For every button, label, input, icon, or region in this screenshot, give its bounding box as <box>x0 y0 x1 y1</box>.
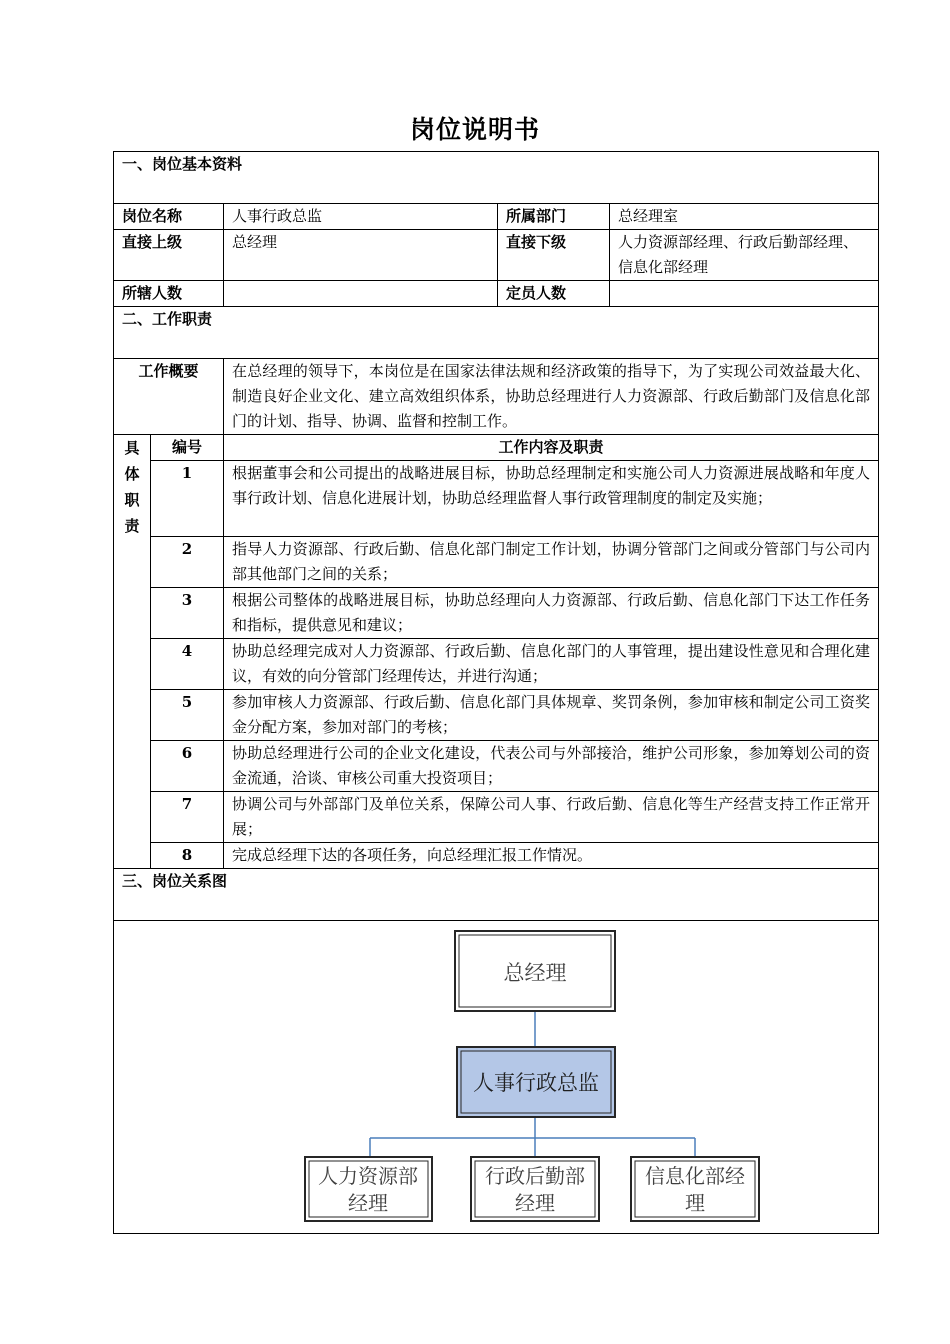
reporting-row <box>114 230 879 281</box>
managed-headcount-label: 所辖人数 <box>114 281 224 307</box>
section-duties-row <box>114 307 879 359</box>
org-chart-row <box>114 921 879 1234</box>
org-node-bottom-label-line1: 行政后勤部 <box>485 1164 585 1188</box>
job-description-table <box>113 151 879 1234</box>
duty-text: 根据董事会和公司提出的战略进展目标，协助总经理制定和实施公司人力资源进展战略和年度人事行政计划、信息化进展计划，协助总经理监督人事行政管理制度的制定及实施； <box>224 461 879 537</box>
duty-row <box>114 461 879 537</box>
org-node-it-manager <box>631 1157 759 1221</box>
duty-text: 协调公司与外部部门及单位关系，保障公司人事、行政后勤、信息化等生产经营支持工作正常开展； <box>224 792 879 843</box>
section-relation-row <box>114 869 879 921</box>
duty-number: 4 <box>151 639 224 690</box>
duty-text: 参加审核人力资源部、行政后勤、信息化部门具体规章、奖罚条例，参加审核和制定公司工资奖金分配方案，参加对部门的考核； <box>224 690 879 741</box>
org-node-bottom-label-line1: 信息化部经 <box>645 1164 745 1188</box>
org-node-hr-manager <box>305 1157 432 1221</box>
direct-subordinate-label: 直接下级 <box>498 230 610 281</box>
duty-row <box>114 843 879 869</box>
post-name-label: 岗位名称 <box>114 204 224 230</box>
duty-row <box>114 537 879 588</box>
org-node-bottom-label-line2: 经理 <box>515 1191 555 1215</box>
number-header: 编号 <box>151 435 224 461</box>
post-name-value: 人事行政总监 <box>224 204 498 230</box>
section-relation-heading: 三、岗位关系图 <box>114 869 879 921</box>
duties-label: 具 体 职 责 <box>114 435 151 869</box>
org-chart-cell <box>114 921 879 1234</box>
direct-superior-label: 直接上级 <box>114 230 224 281</box>
org-node-bottom-label-line2: 经理 <box>348 1191 388 1215</box>
duty-number: 1 <box>151 461 224 537</box>
duty-row <box>114 639 879 690</box>
staff-quota-label: 定员人数 <box>498 281 610 307</box>
direct-subordinate-value: 人力资源部经理、行政后勤部经理、信息化部经理 <box>610 230 879 281</box>
duty-number: 7 <box>151 792 224 843</box>
section-basic-info-row <box>114 152 879 204</box>
org-node-bottom-label-line2: 理 <box>685 1191 705 1215</box>
duty-row <box>114 792 879 843</box>
org-node-logistics-manager <box>471 1157 599 1221</box>
duty-text: 指导人力资源部、行政后勤、信息化部门制定工作计划，协调分管部门之间或分管部门与公司内部其他部门之间的关系； <box>224 537 879 588</box>
duties-header-row <box>114 435 879 461</box>
org-node-general-manager <box>455 931 615 1011</box>
overview-row <box>114 359 879 435</box>
section-basic-info-heading: 一、岗位基本资料 <box>114 152 879 204</box>
org-node-hr-admin-director <box>457 1047 615 1117</box>
managed-headcount-value <box>224 281 498 307</box>
duty-text: 完成总经理下达的各项任务，向总经理汇报工作情况。 <box>224 843 879 869</box>
department-label: 所属部门 <box>498 204 610 230</box>
duty-number: 2 <box>151 537 224 588</box>
org-chart <box>122 921 879 1233</box>
post-name-row <box>114 204 879 230</box>
department-value: 总经理室 <box>610 204 879 230</box>
overview-text: 在总经理的领导下，本岗位是在国家法律法规和经济政策的指导下，为了实现公司效益最大化、制造良好企业文化、建立高效组织体系，协助总经理进行人力资源部、行政后勤部门及信息化部门的计划、指导、协调、监督和控制工作。 <box>224 359 879 435</box>
direct-superior-value: 总经理 <box>224 230 498 281</box>
document-title: 岗位说明书 <box>409 115 540 144</box>
headcount-row <box>114 281 879 307</box>
duty-row <box>114 690 879 741</box>
section-duties-heading: 二、工作职责 <box>114 307 879 359</box>
org-node-bottom-label-line1: 人力资源部 <box>318 1164 418 1188</box>
org-node-middle-label: 人事行政总监 <box>473 1071 599 1095</box>
content-header: 工作内容及职责 <box>224 435 879 461</box>
duty-number: 8 <box>151 843 224 869</box>
staff-quota-value <box>610 281 879 307</box>
overview-label: 工作概要 <box>114 359 224 435</box>
duty-number: 3 <box>151 588 224 639</box>
duty-row <box>114 588 879 639</box>
org-node-top-label: 总经理 <box>503 961 567 985</box>
duty-number: 5 <box>151 690 224 741</box>
duty-number: 6 <box>151 741 224 792</box>
duty-text: 根据公司整体的战略进展目标，协助总经理向人力资源部、行政后勤、信息化部门下达工作任务和指标，提供意见和建议； <box>224 588 879 639</box>
duty-row <box>114 741 879 792</box>
duty-text: 协助总经理完成对人力资源部、行政后勤、信息化部门的人事管理，提出建设性意见和合理化建议，有效的向分管部门经理传达，并进行沟通； <box>224 639 879 690</box>
duty-text: 协助总经理进行公司的企业文化建设，代表公司与外部接洽，维护公司形象，参加筹划公司的资金流通，洽谈、审核公司重大投资项目； <box>224 741 879 792</box>
